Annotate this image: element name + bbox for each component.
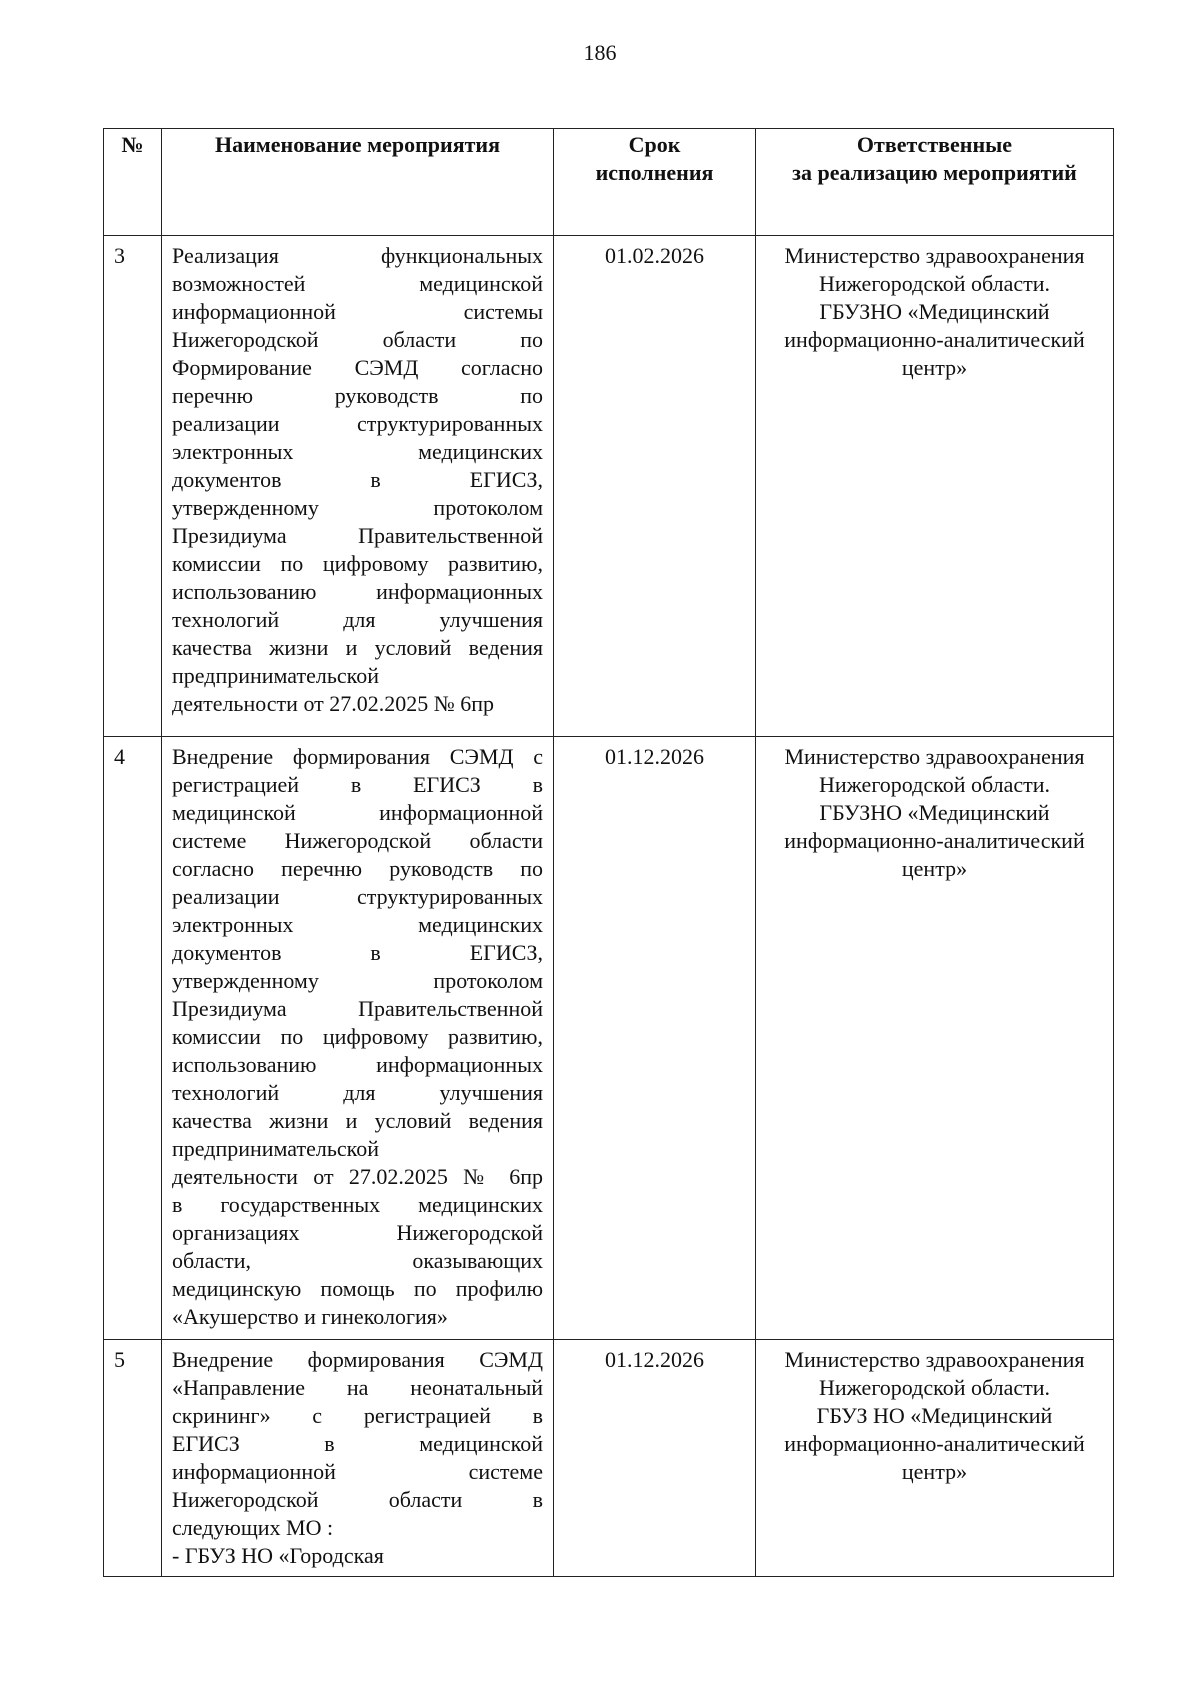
activity-name-line: реализации структурированных	[172, 884, 543, 909]
activity-name-line: предпринимательской	[172, 1136, 380, 1161]
activity-name-line: информационной системе	[172, 1459, 543, 1484]
header-activity-name: Наименование мероприятия	[162, 129, 554, 236]
responsible-line: Министерство здравоохранения	[784, 243, 1085, 268]
activity-name-line: - ГБУЗ НО «Городская	[172, 1543, 384, 1568]
activity-name-line: Президиума Правительственной	[172, 523, 543, 548]
responsible-line: ГБУЗНО «Медицинский	[819, 800, 1050, 825]
header-deadline-line2: исполнения	[595, 160, 714, 185]
activity-name-line: Нижегородской области в	[172, 1487, 543, 1512]
activities-table	[103, 128, 1114, 1577]
activity-name-line: деятельности от 27.02.2025 № 6пр	[172, 1164, 543, 1189]
activity-name-line: утвержденному протоколом	[172, 495, 543, 520]
activity-name-line: комиссии по цифровому развитию,	[172, 551, 543, 576]
responsible-line: центр»	[901, 1459, 968, 1484]
header-responsible-line1: Ответственные	[856, 132, 1013, 157]
header-responsible	[756, 129, 1114, 236]
activity-name-line: организациях Нижегородской	[172, 1220, 543, 1245]
activity-name	[162, 236, 554, 737]
responsible-line: ГБУЗНО «Медицинский	[819, 299, 1050, 324]
row-number: 4	[104, 737, 162, 1340]
activity-name-line: электронных медицинских	[172, 912, 543, 937]
activity-name-line: Реализация функциональных	[172, 243, 543, 268]
activity-name-line: ЕГИСЗ в медицинской	[172, 1431, 543, 1456]
activity-name-line: Внедрение формирования СЭМД	[172, 1347, 543, 1372]
activity-name-line: использованию информационных	[172, 1052, 543, 1077]
activity-name-line: возможностей медицинской	[172, 271, 543, 296]
responsible-line: информационно-аналитический	[784, 327, 1085, 352]
row-number: 5	[104, 1340, 162, 1577]
table-header-row	[104, 129, 1114, 236]
header-deadline	[554, 129, 756, 236]
header-deadline-line1: Срок	[628, 132, 681, 157]
responsible-line: Нижегородской области.	[818, 772, 1051, 797]
activity-name-line: следующих МО :	[172, 1515, 334, 1540]
deadline-date: 01.12.2026	[554, 1340, 756, 1577]
deadline-date: 01.02.2026	[554, 236, 756, 737]
activity-name-line: в государственных медицинских	[172, 1192, 543, 1217]
activity-name-line: области, оказывающих	[172, 1248, 543, 1273]
activity-name-line: системе Нижегородской области	[172, 828, 543, 853]
responsible-parties	[756, 737, 1114, 1340]
responsible-line: Министерство здравоохранения	[784, 744, 1085, 769]
table-row	[104, 737, 1114, 1340]
activity-name-line: Формирование СЭМД согласно	[172, 355, 543, 380]
activity-name-line: «Направление на неонатальный	[172, 1375, 543, 1400]
activity-name	[162, 1340, 554, 1577]
header-responsible-line2: за реализацию мероприятий	[792, 160, 1077, 185]
activity-name-line: качества жизни и условий ведения	[172, 635, 543, 660]
responsible-line: центр»	[901, 355, 968, 380]
activity-name-line: регистрацией в ЕГИСЗ в	[172, 772, 543, 797]
activity-name-line: информационной системы	[172, 299, 543, 324]
responsible-parties	[756, 236, 1114, 737]
activity-name-line: Президиума Правительственной	[172, 996, 543, 1021]
activity-name-line: утвержденному протоколом	[172, 968, 543, 993]
activity-name-line: медицинской информационной	[172, 800, 543, 825]
responsible-line: Нижегородской области.	[818, 1375, 1051, 1400]
activity-name-line: электронных медицинских	[172, 439, 543, 464]
activity-name-line: Внедрение формирования СЭМД с	[172, 744, 543, 769]
activity-name-line: технологий для улучшения	[172, 1080, 543, 1105]
responsible-parties	[756, 1340, 1114, 1577]
activity-name-line: медицинскую помощь по профилю	[172, 1276, 543, 1301]
activity-name-line: качества жизни и условий ведения	[172, 1108, 543, 1133]
responsible-line: информационно-аналитический	[784, 828, 1085, 853]
responsible-line: Нижегородской области.	[818, 271, 1051, 296]
responsible-line: информационно-аналитический	[784, 1431, 1085, 1456]
activity-name-line: документов в ЕГИСЗ,	[172, 467, 543, 492]
deadline-date: 01.12.2026	[554, 737, 756, 1340]
table-row	[104, 236, 1114, 737]
activity-name-line: перечню руководств по	[172, 383, 543, 408]
activity-name-line: скрининг» с регистрацией в	[172, 1403, 543, 1428]
activity-name-line: «Акушерство и гинекология»	[172, 1304, 448, 1329]
header-number: №	[104, 129, 162, 236]
activity-name-line: комиссии по цифровому развитию,	[172, 1024, 543, 1049]
activity-name-line: реализации структурированных	[172, 411, 543, 436]
row-number: 3	[104, 236, 162, 737]
responsible-line: ГБУЗ НО «Медицинский	[816, 1403, 1053, 1428]
activity-name-line: деятельности от 27.02.2025 № 6пр	[172, 691, 495, 716]
activity-name	[162, 737, 554, 1340]
responsible-line: Министерство здравоохранения	[784, 1347, 1085, 1372]
activity-name-line: предпринимательской	[172, 663, 380, 688]
activity-name-line: Нижегородской области по	[172, 327, 543, 352]
activity-name-line: согласно перечню руководств по	[172, 856, 543, 881]
responsible-line: центр»	[901, 856, 968, 881]
activity-name-line: технологий для улучшения	[172, 607, 543, 632]
page-number: 186	[583, 40, 617, 65]
activity-name-line: использованию информационных	[172, 579, 543, 604]
activity-name-line: документов в ЕГИСЗ,	[172, 940, 543, 965]
table-row	[104, 1340, 1114, 1577]
